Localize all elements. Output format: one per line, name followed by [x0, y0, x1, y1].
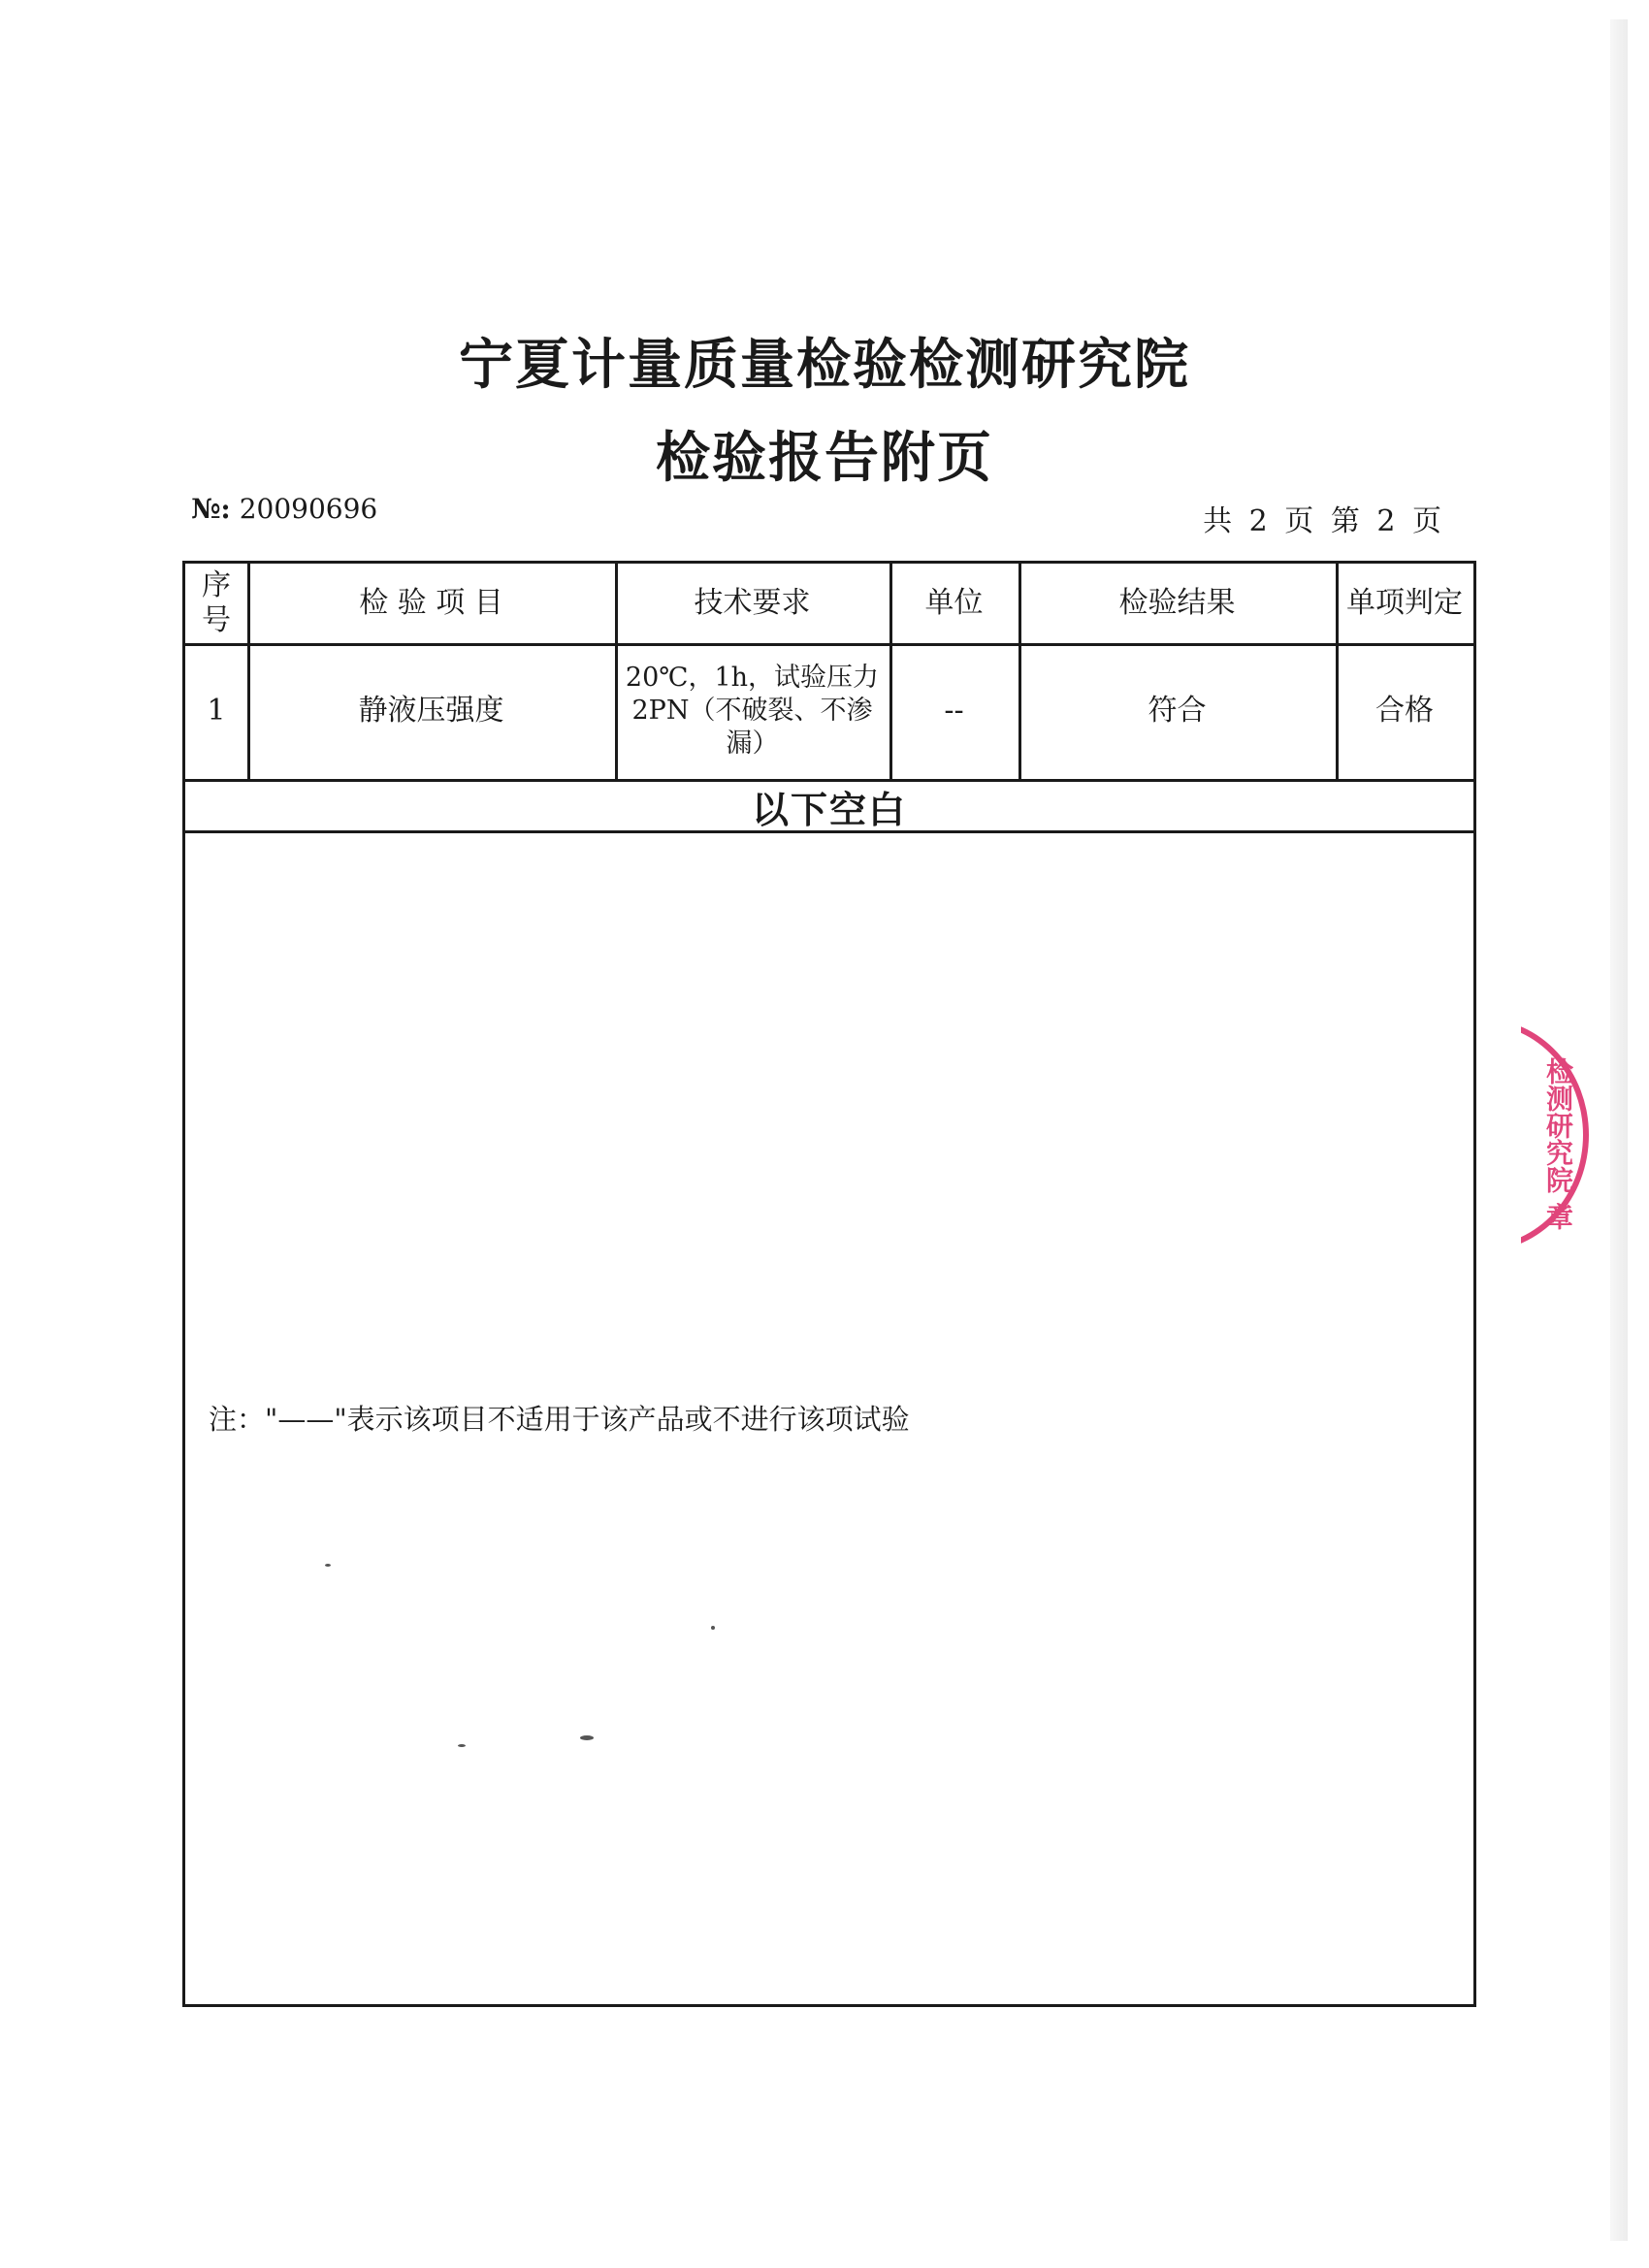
- cell-item: 静液压强度: [358, 694, 504, 728]
- report-table: [182, 561, 1476, 2007]
- blank-below-marker: 以下空白: [751, 788, 907, 831]
- page-title: 检验报告附页: [656, 427, 993, 490]
- cell-no: 1: [207, 694, 226, 728]
- cell-requirement: 20℃，1h，试验压力2PN（不破裂、不渗漏）: [625, 663, 880, 759]
- report-number: [191, 493, 377, 525]
- scan-speck: [711, 1626, 715, 1630]
- report-number-label: №:: [191, 493, 231, 525]
- column-header-judgement: 单项判定: [1346, 586, 1463, 620]
- column-header-item: 检 验 项 目: [359, 586, 503, 620]
- cell-unit: --: [944, 694, 964, 728]
- seal-text: 检测研究院 章: [1542, 1057, 1574, 1230]
- scan-speck: [580, 1735, 594, 1740]
- cell-result: 符合: [1148, 694, 1207, 728]
- report-number-value: 20090696: [239, 493, 378, 525]
- column-header-unit: 单位: [924, 586, 984, 620]
- column-header-no: 序号: [202, 568, 231, 637]
- column-header-result: 检验结果: [1118, 586, 1236, 620]
- official-seal: [1521, 1019, 1589, 1251]
- scan-speck: [325, 1564, 331, 1567]
- institute-name: 宁夏计量质量检验检测研究院: [459, 334, 1190, 397]
- scan-speck: [458, 1744, 466, 1747]
- column-header-requirement: 技术要求: [694, 586, 811, 620]
- page-count: 共 2 页 第 2 页: [1203, 504, 1445, 538]
- cell-judgement: 合格: [1375, 694, 1434, 728]
- footnote: 注："——"表示该项目不适用于该产品或不进行该项试验: [209, 1403, 910, 1436]
